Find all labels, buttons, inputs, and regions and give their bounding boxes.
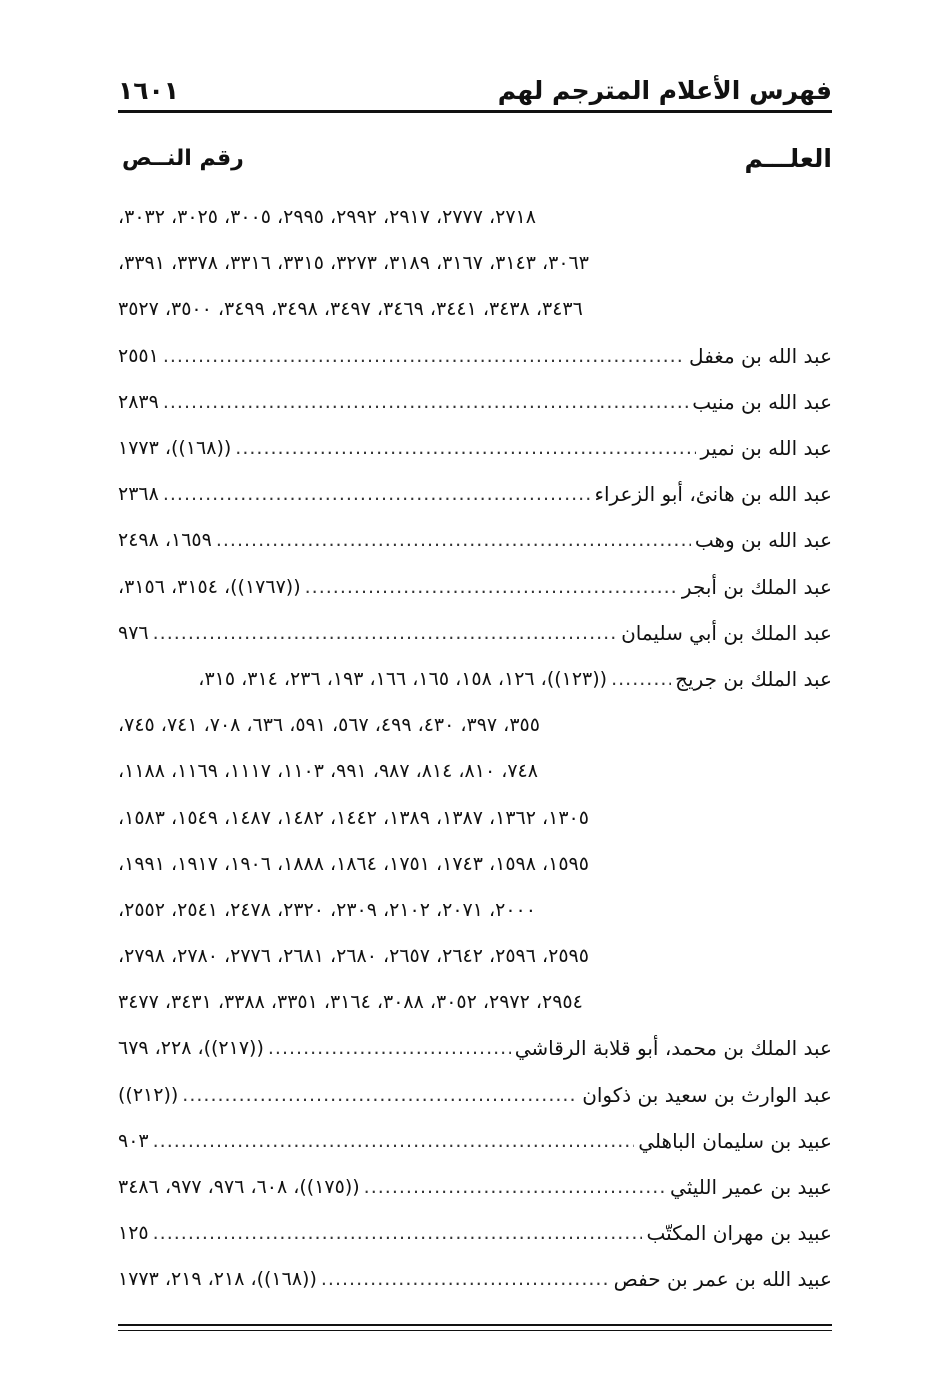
ref-numbers: ٣٥٥، ٣٩٧، ٤٣٠، ٤٩٩، ٥٦٧، ٥٩١، ٦٣٦، ٧٠٨، ٧٤١، ٧٤٥،	[118, 714, 540, 737]
index-entry	[118, 1164, 832, 1210]
entry-name: عبد الله بن هانئ، أبو الزعراء	[594, 482, 832, 507]
entry-name: عبد الملك بن أبجر	[681, 574, 832, 599]
entry-name: عبد الله بن وهب	[694, 528, 832, 553]
leader-dots	[321, 1268, 610, 1290]
ref-numbers: ٢٥٩٥، ٢٥٩٦، ٢٦٤٢، ٢٦٥٧، ٢٦٨٠، ٢٦٨١، ٢٧٧٦، ٢٧٨٠، ٢٧٩٨،	[118, 945, 589, 968]
footer-rule	[118, 1324, 832, 1326]
continuation-line	[118, 240, 832, 286]
entry-refs: ((١٦٨))، ٢١٨، ٢١٩، ١٧٧٣	[118, 1268, 317, 1291]
entry-refs: ٩٧٦	[118, 621, 149, 644]
leader-dots	[305, 576, 678, 598]
entry-name: عبيد بن سليمان الباهلي	[638, 1128, 832, 1153]
entry-name: عبيد الله بن عمر بن حفص	[613, 1267, 832, 1292]
ref-numbers: ٣٤٣٦، ٣٤٣٨، ٣٤٤١، ٣٤٦٩، ٣٤٩٧، ٣٤٩٨، ٣٤٩٩، ٣٥٠٠، ٣٥٢٧	[118, 298, 583, 321]
entry-refs: ((٢١٧))، ٢٢٨، ٦٧٩	[118, 1037, 264, 1060]
index-entry	[118, 333, 832, 379]
entry-refs: ((١٧٥))، ٦٠٨، ٩٧٦، ٩٧٧، ٣٤٨٦	[118, 1176, 360, 1199]
continuation-line	[118, 702, 832, 748]
ref-column-heading: رقم النــص	[122, 146, 244, 171]
leader-dots	[268, 1037, 511, 1059]
name-column-heading: العلـــم	[744, 144, 832, 173]
index-entry	[118, 1256, 832, 1302]
index-entry	[118, 425, 832, 471]
continuation-line	[118, 841, 832, 887]
ref-numbers: ٢٧١٨، ٢٧٧٧، ٢٩١٧، ٢٩٩٢، ٢٩٩٥، ٣٠٠٥، ٣٠٢٥، ٣٠٣٢،	[118, 206, 536, 229]
index-entry	[118, 564, 832, 610]
entry-name: عبد الملك بن جريج	[675, 666, 832, 691]
leader-dots	[153, 622, 617, 644]
ref-numbers: ٢٠٠٠، ٢٠٧١، ٢١٠٢، ٢٣٠٩، ٢٣٢٠، ٢٤٧٨، ٢٥٤١، ٢٥٥٢،	[118, 898, 536, 921]
leader-dots	[235, 437, 696, 459]
entry-name: عبد الله بن مغفل	[689, 343, 832, 368]
entry-name: عبد الملك بن محمد، أبو قلابة الرقاشي	[514, 1036, 832, 1061]
entry-name: عبد الله بن نمير	[700, 436, 832, 461]
ref-numbers: ٣٠٦٣، ٣١٤٣، ٣١٦٧، ٣١٨٩، ٣٢٧٣، ٣٣١٥، ٣٣١٦، ٣٣٧٨، ٣٣٩١،	[118, 252, 589, 275]
page-number: ١٦٠١	[118, 76, 180, 105]
continuation-line	[118, 979, 832, 1025]
entry-refs: ((١٦٨))، ١٧٧٣	[118, 437, 232, 460]
index-entry	[118, 1025, 832, 1071]
entry-name: عبد الملك بن أبي سليمان	[621, 620, 832, 645]
continuation-line	[118, 748, 832, 794]
leader-dots	[153, 1130, 635, 1152]
index-entry	[118, 610, 832, 656]
continuation-line	[118, 887, 832, 933]
entry-refs: ١٢٥	[118, 1222, 149, 1245]
header-rule	[118, 110, 832, 113]
entry-refs: ((٢١٢))	[118, 1083, 179, 1106]
index-entry	[118, 1118, 832, 1164]
entry-name: عبد الله بن منيب	[692, 389, 832, 414]
leader-dots	[182, 1084, 578, 1106]
entry-refs: ١٦٥٩، ٢٤٩٨	[118, 529, 212, 552]
index-entry	[118, 1072, 832, 1118]
leader-dots	[364, 1176, 666, 1198]
leader-dots	[153, 1222, 643, 1244]
entry-refs: ٢٥٥١	[118, 344, 159, 367]
continuation-line	[118, 794, 832, 840]
index-entry	[118, 379, 832, 425]
index-entry	[118, 517, 832, 563]
entry-name: عبد الوارث بن سعيد بن ذكوان	[582, 1082, 832, 1107]
entry-name: عبيد بن عمير الليثي	[670, 1175, 832, 1200]
index-entry	[118, 471, 832, 517]
entry-name: عبيد بن مهران المكتّب	[646, 1221, 832, 1246]
entry-refs: ٩٠٣	[118, 1129, 149, 1152]
entry-refs: ((١٧٦٧))، ٣١٥٤، ٣١٥٦،	[118, 575, 301, 598]
ref-numbers: ٧٤٨، ٨١٠، ٨١٤، ٩٨٧، ٩٩١، ١١٠٣، ١١١٧، ١١٦٩، ١١٨٨،	[118, 760, 538, 783]
index-entry	[118, 1210, 832, 1256]
running-title: فهرس الأعلام المترجم لهم	[497, 76, 832, 105]
entry-refs: ((١٢٣))، ١٢٦، ١٥٨، ١٦٥، ١٦٦، ١٩٣، ٢٣٦، ٣١٤، ٣١٥،	[198, 667, 608, 690]
leader-dots	[163, 483, 591, 505]
leader-dots	[163, 345, 685, 367]
ref-numbers: ١٥٩٥، ١٥٩٨، ١٧٤٣، ١٧٥١، ١٨٦٤، ١٨٨٨، ١٩٠٦، ١٩١٧، ١٩٩١،	[118, 852, 589, 875]
continuation-line	[118, 286, 832, 332]
continuation-line	[118, 194, 832, 240]
ref-numbers: ١٣٠٥، ١٣٦٢، ١٣٨٧، ١٣٨٩، ١٤٤٢، ١٤٨٢، ١٤٨٧، ١٥٤٩، ١٥٨٣،	[118, 806, 589, 829]
leader-dots	[216, 529, 691, 551]
column-headings	[118, 144, 832, 180]
entry-refs: ٢٣٦٨	[118, 483, 159, 506]
leader-dots	[163, 391, 688, 413]
entry-refs: ٢٨٣٩	[118, 390, 159, 413]
leader-dots	[611, 668, 671, 690]
continuation-line	[118, 933, 832, 979]
index-entry	[118, 656, 832, 702]
index-entries	[118, 194, 832, 1303]
ref-numbers: ٢٩٥٤، ٢٩٧٢، ٣٠٥٢، ٣٠٨٨، ٣١٦٤، ٣٣٥١، ٣٣٨٨، ٣٤٣١، ٣٤٧٧	[118, 991, 583, 1014]
footer-rule-thin	[118, 1330, 832, 1331]
index-page	[118, 72, 832, 1342]
page-header	[118, 72, 832, 110]
